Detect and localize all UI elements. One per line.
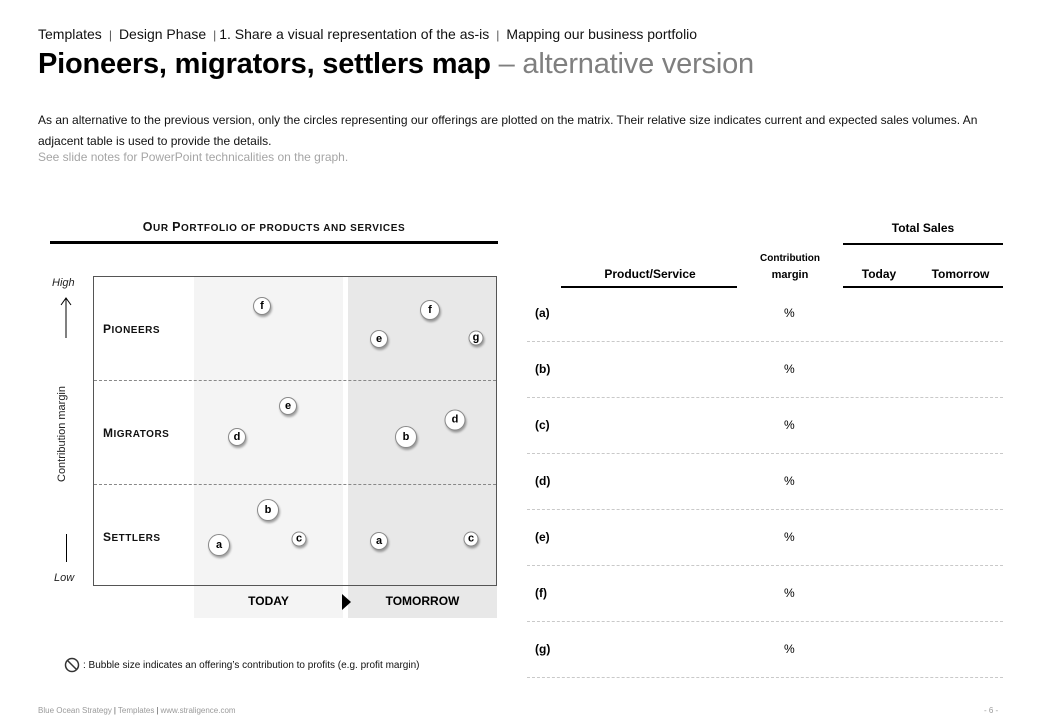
row-margin[interactable]: % [784,418,795,432]
bubble-today-e[interactable]: e [279,397,297,415]
breadcrumb-item[interactable]: Templates [38,26,102,42]
footer-link[interactable]: www.straligence.com [160,706,236,715]
footer-item: Templates [117,706,155,715]
bubble-today-b[interactable]: b [257,499,279,521]
portfolio-title-part: UR [153,223,173,234]
portfolio-title-rule [50,241,498,244]
row-margin[interactable]: % [784,362,795,376]
row-label-pioneers [103,322,160,336]
bubble-today-f[interactable]: f [253,297,271,315]
row-margin[interactable]: % [784,586,795,600]
bubble-tomorrow-e[interactable]: e [370,330,388,348]
row-divider [94,484,496,485]
row-label-settlers [103,530,161,544]
axis-low-label: Low [54,572,75,584]
row-divider [94,380,496,381]
contribution-margin-header [747,251,833,283]
axis-label: Contribution margin [56,386,68,482]
table-row [527,342,1003,398]
product-service-header: Product/Service [604,267,696,281]
bubble-tomorrow-a[interactable]: a [370,532,388,550]
row-label-initial: P [103,322,112,336]
table-row [527,622,1003,678]
breadcrumb-item[interactable]: Design Phase [118,26,207,42]
row-label-migrators [103,426,169,440]
row-margin[interactable]: % [784,530,795,544]
row-label-rest: ETTLERS [111,533,161,544]
axis-high-label: High [52,277,75,289]
portfolio-title [50,220,498,234]
row-id: (f) [535,586,547,600]
bubble-tomorrow-c[interactable]: c [464,532,479,547]
breadcrumb-item[interactable]: Mapping our business portfolio [506,26,698,42]
table-row [527,566,1003,622]
row-margin[interactable]: % [784,642,795,656]
no-sign-icon [64,657,80,673]
bubble-tomorrow-g[interactable]: g [469,331,484,346]
breadcrumb-separator: | [213,28,217,42]
arrow-up-icon [58,296,74,340]
column-label-tomorrow: TOMORROW [385,594,460,608]
today-header: Today [861,267,897,281]
legend-text: : Bubble size indicates an offering’s contribution to profits (e.g. profit margin) [83,660,420,671]
contribution-header-bottom: margin [771,269,809,281]
breadcrumb-separator: | [108,28,112,42]
column-label-today: TODAY [248,594,289,608]
row-id: (d) [535,474,551,488]
row-id: (c) [535,418,550,432]
page-title-main: Pioneers, migrators, settlers map [38,48,491,80]
total-sales-header: Total Sales [891,221,955,235]
footer-item: Blue Ocean Strategy [38,706,112,715]
footer-separator: | [113,706,116,715]
row-id: (e) [535,530,550,544]
contribution-header-top: Contribution [760,253,820,264]
row-id: (b) [535,362,551,376]
row-margin[interactable]: % [784,306,795,320]
row-id: (a) [535,306,550,320]
tomorrow-header: Tomorrow [931,267,990,281]
bubble-tomorrow-f[interactable]: f [420,300,440,320]
total-sales-rule [843,243,1003,245]
table-row [527,398,1003,454]
row-label-rest: IGRATORS [113,429,170,440]
portfolio-title-part: O [142,220,154,234]
row-label-initial: S [103,530,112,544]
breadcrumb-item[interactable]: 1. Share a visual representation of the as-is [219,26,490,42]
page-title-sub: – alternative version [490,48,754,80]
table-row [527,286,1003,342]
page-number: - 6 - [984,706,999,715]
axis-line [66,534,67,562]
description-text: As an alternative to the previous version, only the circles representing our offerings are plotted on the matrix. Their relative size indicates current and expected sales volumes. An adjacent table is used to provide the details. [38,113,978,148]
row-margin[interactable]: % [784,474,795,488]
row-id: (g) [535,642,551,656]
breadcrumb [38,26,697,42]
footer-credits [38,706,236,715]
bubble-today-a[interactable]: a [208,534,230,556]
page-title [38,48,754,81]
bubble-today-d[interactable]: d [228,428,246,446]
row-label-initial: M [103,426,114,440]
portfolio-title-part: ORTFOLIO OF PRODUCTS AND SERVICES [181,223,406,234]
bubble-tomorrow-b[interactable]: b [395,426,417,448]
row-label-rest: IONEERS [111,325,161,336]
slide-note-text: See slide notes for PowerPoint technicalities on the graph. [38,150,349,164]
breadcrumb-separator: | [496,28,500,42]
bubble-today-c[interactable]: c [292,532,307,547]
footer-separator: | [156,706,159,715]
portfolio-title-part: P [172,220,182,234]
table-row [527,510,1003,566]
table-row [527,454,1003,510]
bubble-tomorrow-d[interactable]: d [445,410,466,431]
